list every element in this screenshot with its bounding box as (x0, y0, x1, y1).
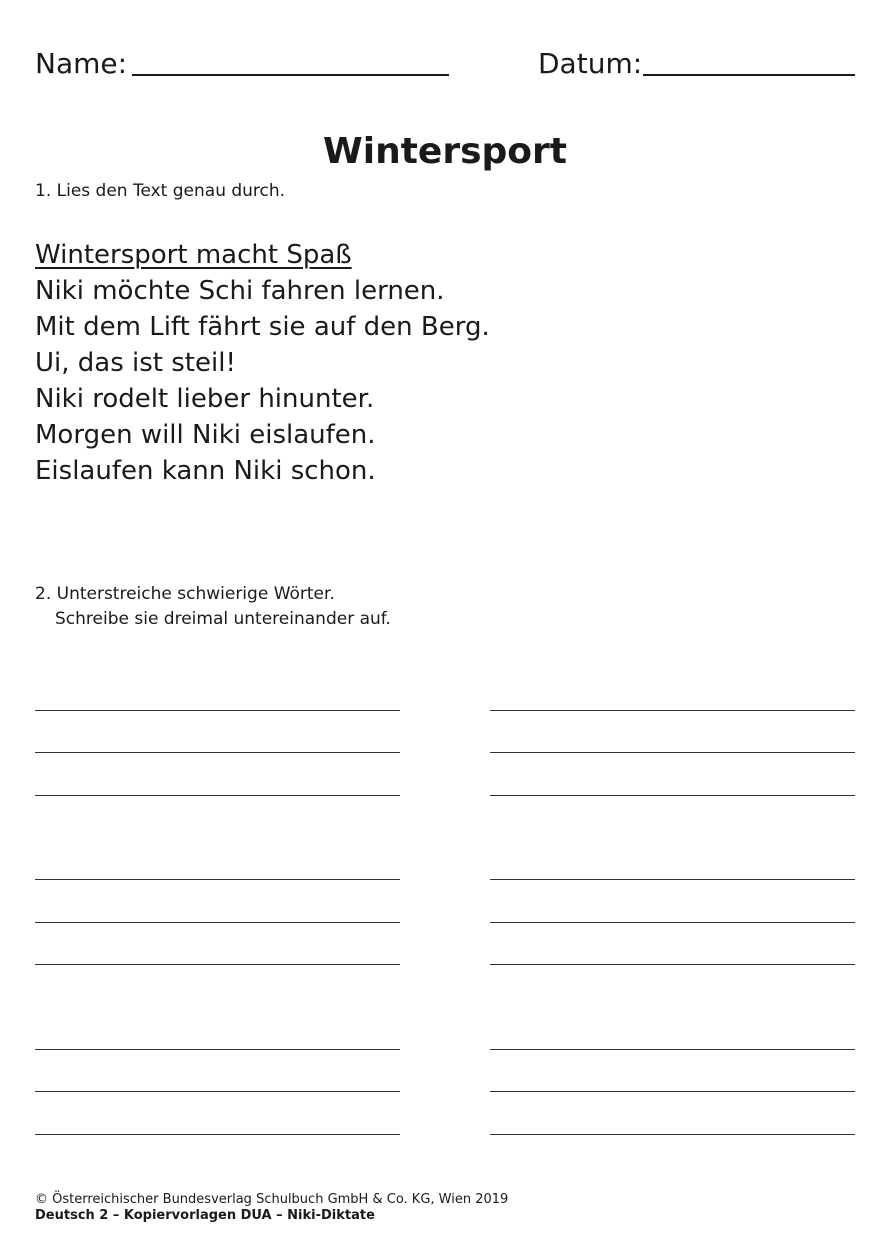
date-label: Datum: (538, 47, 643, 80)
writing-line[interactable] (35, 752, 400, 753)
writing-line[interactable] (35, 795, 400, 796)
story-line: Mit dem Lift fährt sie auf den Berg. (35, 312, 490, 342)
writing-line[interactable] (490, 1091, 855, 1092)
task1-instruction: 1. Lies den Text genau durch. (35, 181, 286, 201)
story-line: Morgen will Niki eislaufen. (35, 420, 376, 450)
story-line: Niki rodelt lieber hinunter. (35, 384, 375, 414)
story-heading: Wintersport macht Spaß (35, 240, 352, 270)
task2-instruction (35, 582, 391, 632)
writing-line[interactable] (490, 922, 855, 923)
writing-line[interactable] (35, 1049, 400, 1050)
writing-line[interactable] (35, 922, 400, 923)
writing-line[interactable] (490, 964, 855, 965)
writing-line[interactable] (490, 879, 855, 880)
page-title: Wintersport (323, 131, 567, 172)
writing-line[interactable] (490, 795, 855, 796)
writing-line[interactable] (35, 710, 400, 711)
task2-line1: 2. Unterstreiche schwierige Wörter. (35, 584, 335, 604)
story-line: Ui, das ist steil! (35, 348, 236, 378)
writing-line[interactable] (490, 1049, 855, 1050)
footer-series: Deutsch 2 – Kopiervorlagen DUA – Niki-Diktate (35, 1208, 375, 1223)
story-line: Niki möchte Schi fahren lernen. (35, 276, 445, 306)
writing-line[interactable] (35, 964, 400, 965)
name-label: Name: (35, 47, 128, 80)
name-field[interactable] (132, 74, 449, 76)
footer (35, 1192, 508, 1224)
writing-line[interactable] (35, 1091, 400, 1092)
writing-line[interactable] (35, 879, 400, 880)
footer-copyright: © Österreichischer Bundesverlag Schulbuch GmbH & Co. KG, Wien 2019 (35, 1192, 509, 1207)
writing-line[interactable] (35, 1134, 400, 1135)
date-field[interactable] (643, 74, 855, 76)
story-text (35, 237, 490, 489)
writing-line[interactable] (490, 1134, 855, 1135)
writing-line[interactable] (490, 710, 855, 711)
writing-line[interactable] (490, 752, 855, 753)
task2-line2: Schreibe sie dreimal untereinander auf. (55, 609, 391, 629)
story-line: Eislaufen kann Niki schon. (35, 456, 376, 486)
